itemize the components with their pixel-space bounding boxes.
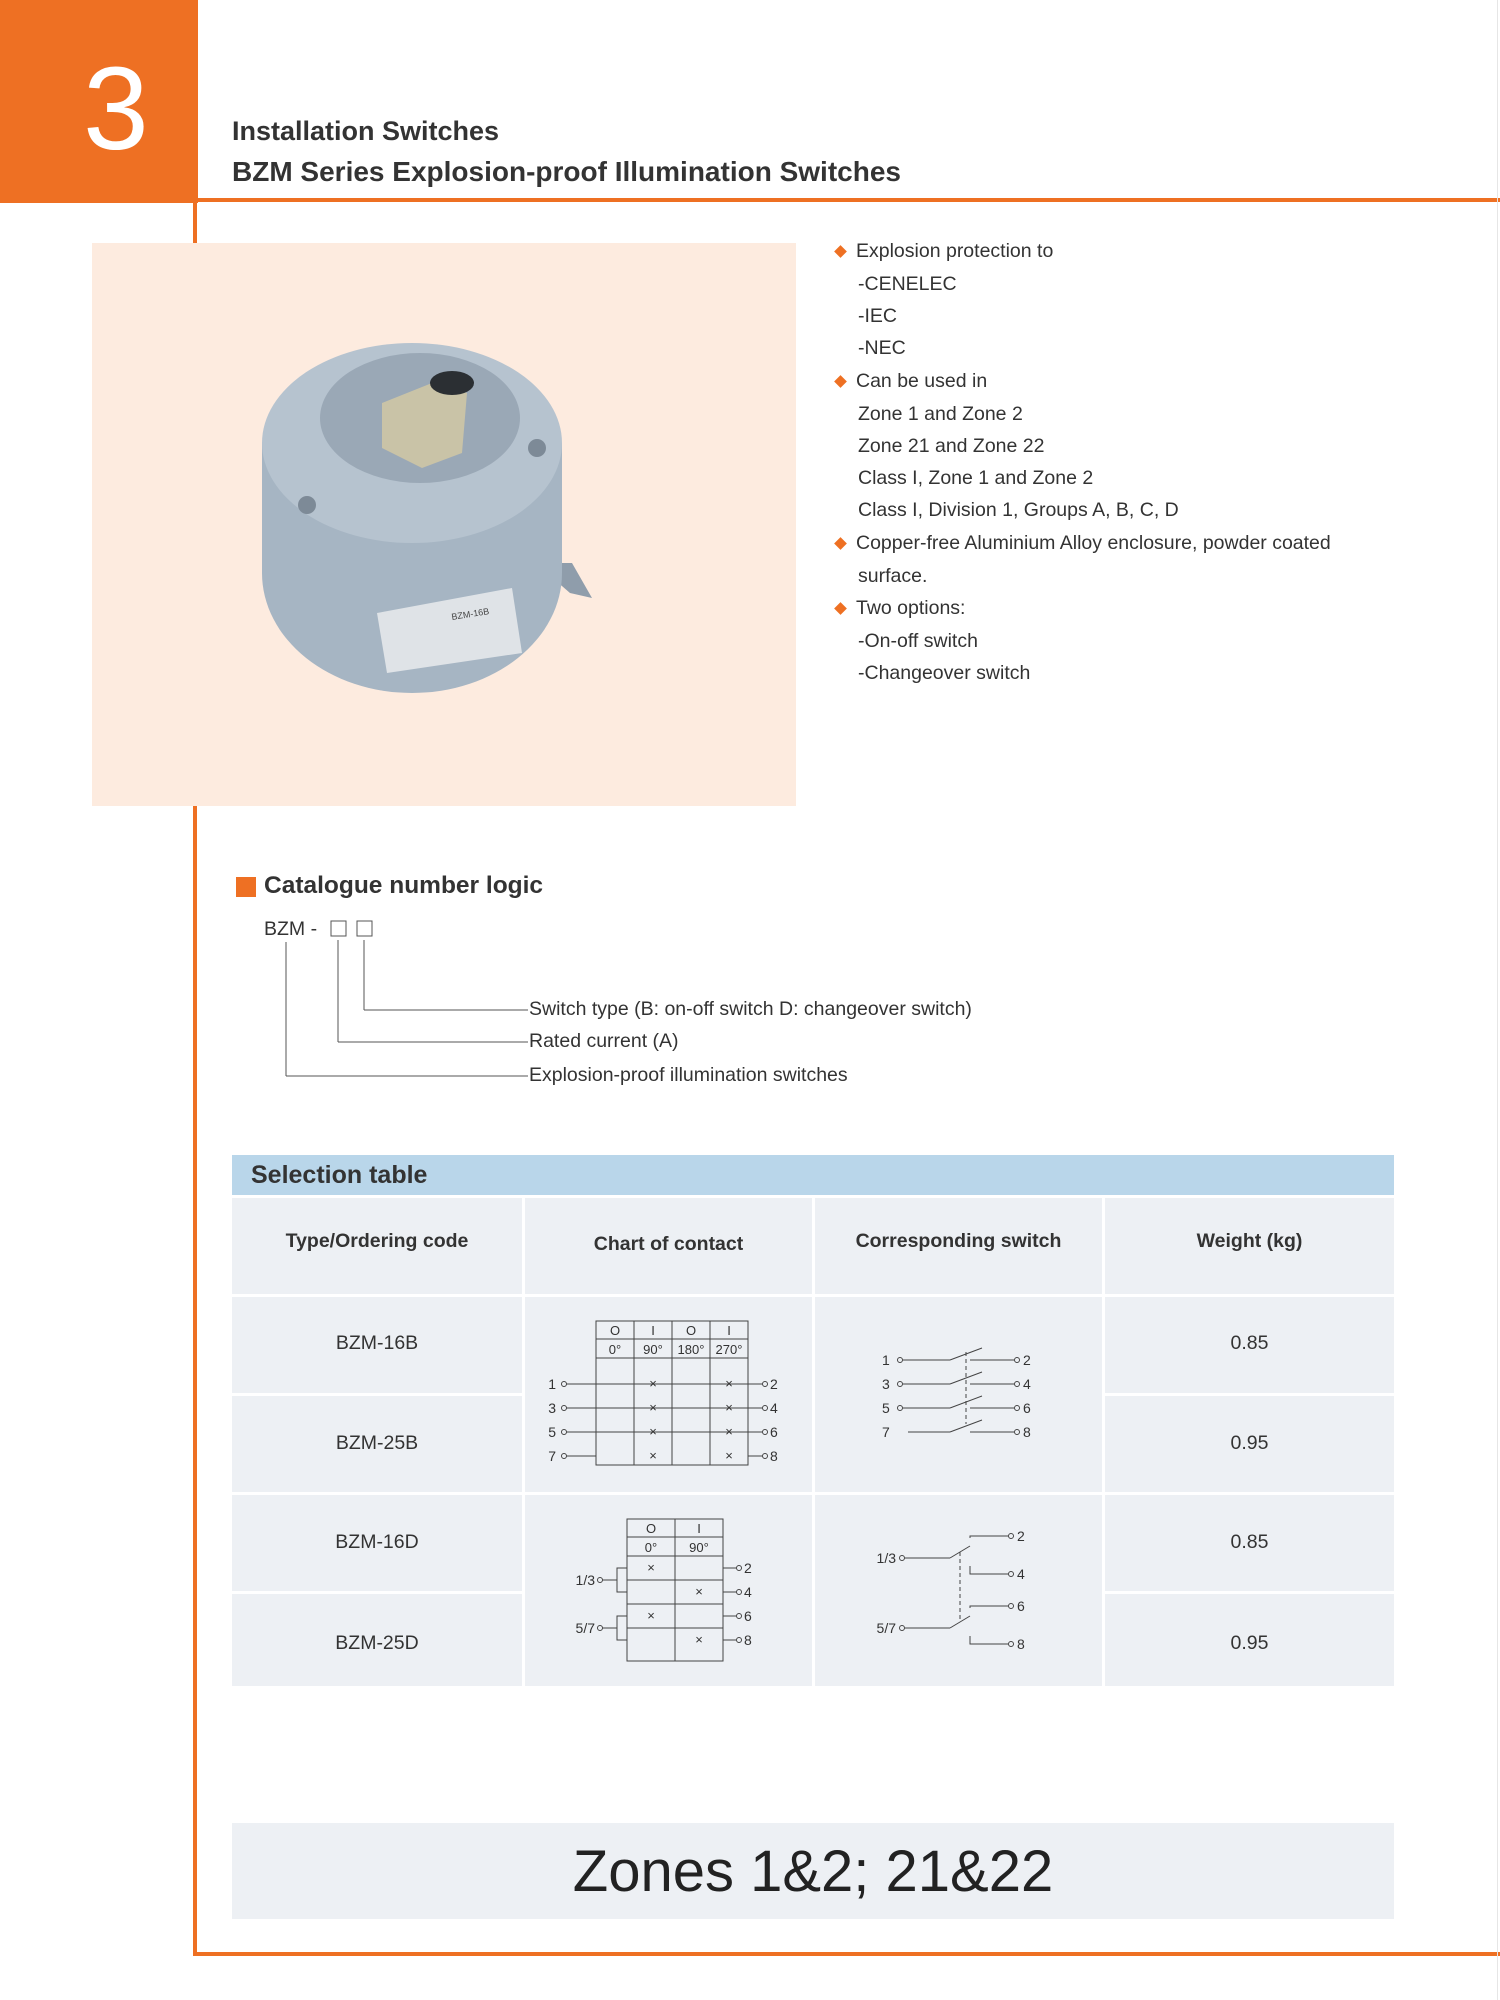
switch-illustration bbox=[92, 243, 796, 806]
header-switch: Corresponding switch bbox=[855, 1230, 1062, 1252]
feature-text: Can be used in bbox=[856, 370, 988, 392]
header-chart: Chart of contact bbox=[593, 1233, 744, 1255]
terminal-in: 5/7 bbox=[876, 1620, 896, 1636]
header-type: Type/Ordering code bbox=[285, 1230, 469, 1252]
catalogue-label-current: Rated current (A) bbox=[529, 1030, 679, 1052]
terminal-in: 7 bbox=[548, 1448, 556, 1464]
contact-mark: × bbox=[649, 1376, 657, 1391]
product-title: BZM Series Explosion-proof Illumination Switches bbox=[232, 156, 901, 187]
handle-hole bbox=[430, 371, 474, 395]
section-title: Installation Switches bbox=[232, 116, 500, 146]
angle-label: 90° bbox=[643, 1342, 663, 1357]
terminal-in: 5 bbox=[882, 1400, 890, 1416]
weight-value: 0.95 bbox=[1230, 1432, 1269, 1454]
position-label: I bbox=[727, 1323, 731, 1338]
angle-label: 0° bbox=[608, 1342, 622, 1357]
product-image bbox=[92, 243, 796, 806]
terminal-out: 4 bbox=[770, 1400, 778, 1416]
bullet-icon bbox=[834, 537, 847, 550]
terminal-out: 4 bbox=[1017, 1566, 1025, 1582]
terminal-out: 8 bbox=[744, 1632, 752, 1648]
selection-table-title: Selection table bbox=[251, 1161, 428, 1189]
terminal-in: 5/7 bbox=[575, 1620, 595, 1636]
position-label: O bbox=[685, 1323, 697, 1338]
feature-text: -Changeover switch bbox=[858, 662, 1031, 684]
terminal-in: 3 bbox=[882, 1376, 890, 1392]
terminal-out: 6 bbox=[770, 1424, 778, 1440]
terminal-out: 4 bbox=[744, 1584, 752, 1600]
terminal-out: 2 bbox=[744, 1560, 752, 1576]
catalogue-label-series: Explosion-proof illumination switches bbox=[529, 1064, 848, 1086]
feature-text: -CENELEC bbox=[858, 273, 957, 295]
contact-mark: × bbox=[647, 1560, 655, 1575]
header-weight: Weight (kg) bbox=[1196, 1230, 1303, 1252]
feature-text: Explosion protection to bbox=[856, 240, 1054, 262]
ordering-code: BZM-25B bbox=[335, 1432, 419, 1454]
weight-value: 0.95 bbox=[1230, 1632, 1269, 1654]
position-label: I bbox=[651, 1323, 655, 1338]
terminal-in: 5 bbox=[548, 1424, 556, 1440]
contact-mark: × bbox=[725, 1424, 733, 1439]
angle-label: 90° bbox=[689, 1540, 709, 1555]
position-label: O bbox=[609, 1323, 621, 1338]
position-label: O bbox=[645, 1521, 657, 1536]
terminal-out: 8 bbox=[770, 1448, 778, 1464]
catalogue-code: BZM - bbox=[264, 918, 318, 940]
contact-mark: × bbox=[649, 1400, 657, 1415]
contact-mark: × bbox=[725, 1376, 733, 1391]
contact-mark: × bbox=[649, 1448, 657, 1463]
contact-mark: × bbox=[695, 1632, 703, 1647]
bullet-icon bbox=[834, 602, 847, 615]
ordering-code: BZM-16B bbox=[335, 1332, 419, 1354]
catalogue-leader-lines bbox=[280, 915, 540, 1085]
terminal-in: 1 bbox=[548, 1376, 556, 1392]
feature-text: -IEC bbox=[858, 305, 897, 327]
feature-text: -NEC bbox=[858, 337, 906, 359]
position-label: I bbox=[697, 1521, 701, 1536]
nameplate-model: BZM-16B bbox=[450, 606, 490, 622]
contact-mark: × bbox=[725, 1448, 733, 1463]
zones-text: Zones 1&2; 21&22 bbox=[572, 1839, 1054, 1904]
screw-left bbox=[298, 496, 316, 514]
feature-text: Zone 21 and Zone 22 bbox=[858, 435, 1045, 457]
terminal-in: 1/3 bbox=[575, 1572, 595, 1588]
catalogue-heading: Catalogue number logic bbox=[264, 872, 544, 899]
bullet-icon bbox=[834, 375, 847, 388]
weight-value: 0.85 bbox=[1230, 1531, 1269, 1553]
terminal-out: 6 bbox=[1023, 1400, 1031, 1416]
terminal-out: 8 bbox=[1017, 1636, 1025, 1652]
screw-right bbox=[528, 439, 546, 457]
contact-mark: × bbox=[647, 1608, 655, 1623]
angle-label: 180° bbox=[677, 1342, 705, 1357]
type-box bbox=[357, 921, 372, 936]
terminal-out: 6 bbox=[1017, 1598, 1025, 1614]
terminal-in: 7 bbox=[882, 1424, 890, 1440]
feature-text: Class I, Zone 1 and Zone 2 bbox=[858, 467, 1094, 489]
feature-text: Zone 1 and Zone 2 bbox=[858, 403, 1023, 425]
terminal-out: 4 bbox=[1023, 1376, 1031, 1392]
terminal-in: 3 bbox=[548, 1400, 556, 1416]
contact-mark: × bbox=[649, 1424, 657, 1439]
page-edge bbox=[1497, 0, 1498, 2000]
terminal-in: 1 bbox=[882, 1352, 890, 1368]
feature-text: Class I, Division 1, Groups A, B, C, D bbox=[858, 499, 1179, 521]
bullet-icon bbox=[834, 245, 847, 258]
contact-mark: × bbox=[695, 1584, 703, 1599]
terminal-in: 1/3 bbox=[876, 1550, 896, 1566]
feature-text: Copper-free Aluminium Alloy enclosure, powder coated bbox=[856, 532, 1331, 554]
terminal-out: 2 bbox=[770, 1376, 778, 1392]
chapter-number: 3 bbox=[83, 43, 149, 175]
feature-text: surface. bbox=[858, 565, 928, 587]
weight-value: 0.85 bbox=[1230, 1332, 1269, 1354]
terminal-out: 8 bbox=[1023, 1424, 1031, 1440]
contact-chart-changeover bbox=[560, 1518, 790, 1678]
terminal-out: 2 bbox=[1017, 1528, 1025, 1544]
ordering-code: BZM-16D bbox=[335, 1531, 419, 1553]
angle-label: 270° bbox=[715, 1342, 743, 1357]
feature-text: -On-off switch bbox=[858, 630, 978, 652]
terminal-out: 6 bbox=[744, 1608, 752, 1624]
contact-chart-onoff bbox=[550, 1320, 790, 1480]
ordering-code: BZM-25D bbox=[335, 1632, 419, 1654]
switch-diagram-changeover bbox=[860, 1528, 1060, 1658]
terminal-out: 2 bbox=[1023, 1352, 1031, 1368]
header-rule bbox=[196, 198, 1500, 202]
feature-text: Two options: bbox=[856, 597, 966, 619]
current-box bbox=[331, 921, 346, 936]
heading-square-icon bbox=[236, 877, 256, 897]
switch-diagram-onoff bbox=[870, 1342, 1050, 1452]
catalogue-label-type: Switch type (B: on-off switch D: changeover switch) bbox=[529, 998, 972, 1020]
bottom-rule bbox=[193, 1952, 1500, 1956]
contact-mark: × bbox=[725, 1400, 733, 1415]
angle-label: 0° bbox=[644, 1540, 658, 1555]
